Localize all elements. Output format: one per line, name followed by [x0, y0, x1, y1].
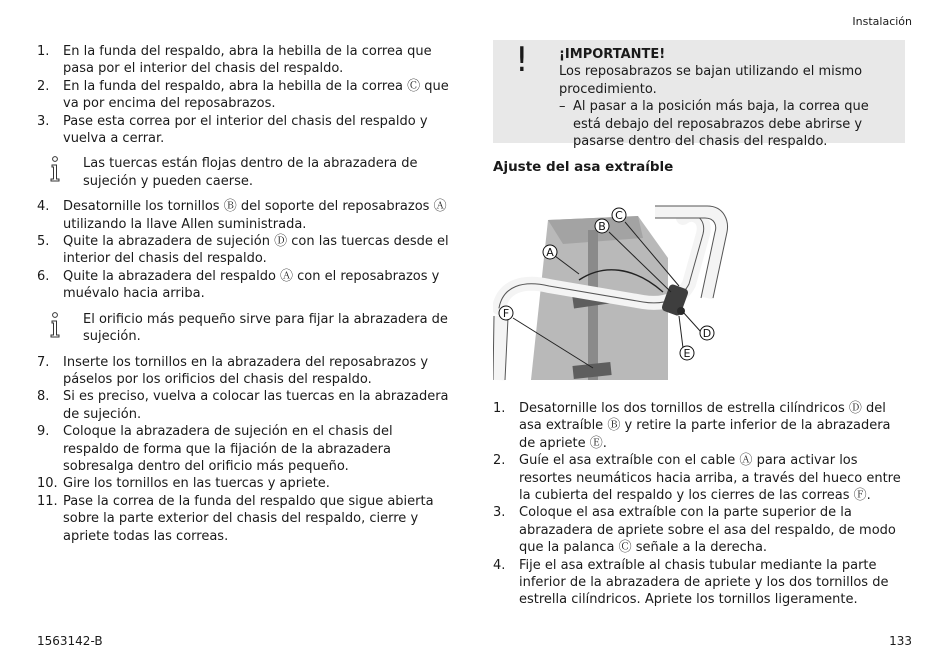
- left-column: [37, 43, 449, 545]
- step-number: 6.: [37, 268, 50, 284]
- info-icon: [48, 311, 62, 339]
- list-item: [37, 475, 449, 492]
- figure-label-a: A: [546, 246, 554, 259]
- step-number: 7.: [37, 354, 50, 370]
- step-text: Desatornille los tornillos Ⓑ del soporte del reposabrazos Ⓐ utilizando la llave Allen suministrada.: [63, 199, 447, 232]
- step-text: Quite la abrazadera de sujeción Ⓓ con las tuercas desde el interior del chasis del respaldo.: [63, 234, 449, 267]
- step-text: Fije el asa extraíble al chasis tubular mediante la parte inferior de la abrazadera de apriete y los dos tornillos de estrella cilíndricos. Apriete los tornillos ligeramente.: [519, 557, 889, 608]
- step-number: 9.: [37, 424, 50, 440]
- step-text: Quite la abrazadera del respaldo Ⓐ con el reposabrazos y muévalo hacia arriba.: [63, 268, 440, 302]
- doc-number: 1563142-B: [37, 634, 103, 648]
- step-text: Inserte los tornillos en la abrazadera del reposabrazos y páselos por los orificios del chasis del respaldo.: [63, 354, 429, 387]
- step-number: 3.: [493, 505, 506, 521]
- list-item: [37, 113, 449, 148]
- steps-list-c: [37, 354, 449, 545]
- figure-label-b: B: [598, 220, 606, 233]
- step-text: En la funda del respaldo, abra la hebilla de la correa Ⓒ que va por encima del reposabrazos.: [63, 78, 449, 112]
- info-note: [37, 155, 449, 190]
- step-text: Guíe el asa extraíble con el cable Ⓐ para activar los resortes neumáticos hacia arriba, a través del hueco entre la cubierta del respaldo y los cierres de las correas Ⓕ.: [519, 453, 901, 504]
- important-subitem: [559, 98, 895, 150]
- step-number: 4.: [493, 557, 506, 573]
- list-item: [37, 493, 449, 545]
- running-header: Instalación: [852, 15, 912, 28]
- list-item: [37, 78, 449, 113]
- list-item: [493, 504, 905, 556]
- step-number: 2.: [493, 453, 506, 469]
- figure-label-e: E: [683, 347, 691, 360]
- important-subitem-text: Al pasar a la posición más baja, la correa que está debajo del reposabrazos debe abrirse y pasarse dentro del chasis del respaldo.: [573, 99, 869, 150]
- dash-bullet: –: [559, 99, 566, 115]
- list-item: [493, 557, 905, 609]
- step-number: 5.: [37, 234, 50, 250]
- info-note: [37, 311, 449, 346]
- info-icon: [48, 155, 62, 183]
- figure-label-f: F: [502, 307, 510, 320]
- steps-list-b: [37, 198, 449, 302]
- step-number: 1.: [37, 44, 50, 59]
- handle-illustration: [493, 198, 733, 384]
- list-item: [37, 388, 449, 423]
- list-item: [493, 400, 905, 452]
- important-text: Los reposabrazos se bajan utilizando el mismo procedimiento.: [559, 64, 863, 97]
- list-item: [37, 423, 449, 475]
- section-title: Ajuste del asa extraíble: [493, 159, 674, 175]
- figure-label-d: D: [702, 327, 712, 340]
- step-number: 3.: [37, 113, 50, 129]
- step-number: 10.: [37, 476, 58, 492]
- step-number: 1.: [493, 401, 506, 416]
- step-text: Coloque la abrazadera de sujeción en el chasis del respaldo de forma que la fijación de la abrazadera sobresalga dentro del orificio más pequeño.: [63, 424, 393, 474]
- step-number: 8.: [37, 389, 50, 405]
- handle-figure: [493, 198, 733, 384]
- list-item: [37, 354, 449, 389]
- figure-label-c: C: [615, 209, 623, 222]
- step-text: En la funda del respaldo, abra la hebilla de la correa que pasa por el interior del chasis del respaldo.: [63, 44, 432, 77]
- step-text: Pase esta correa por el interior del chasis del respaldo y vuelva a cerrar.: [63, 113, 428, 147]
- steps-list-a: [37, 43, 449, 147]
- list-item: [37, 198, 449, 233]
- page-number: 133: [889, 634, 912, 648]
- step-text: Si es preciso, vuelva a colocar las tuercas en la abrazadera de sujeción.: [63, 389, 449, 422]
- note-text: El orificio más pequeño sirve para fijar la abrazadera de sujeción.: [83, 311, 448, 345]
- note-text: Las tuercas están flojas dentro de la abrazadera de sujeción y pueden caerse.: [83, 156, 418, 189]
- list-item: [37, 43, 449, 78]
- steps-list-right: [493, 400, 905, 609]
- list-item: [493, 452, 905, 504]
- step-text: Desatornille los dos tornillos de estrella cilíndricos Ⓓ del asa extraíble Ⓑ y retire la parte inferior de la abrazadera de apriete Ⓔ.: [519, 401, 891, 451]
- important-box: [493, 40, 905, 150]
- step-text: Gire los tornillos en las tuercas y apriete.: [63, 476, 330, 492]
- step-number: 4.: [37, 199, 50, 215]
- list-item: [37, 268, 449, 303]
- right-column: [493, 40, 905, 609]
- list-item: [37, 233, 449, 268]
- step-number: 2.: [37, 78, 50, 94]
- important-title: ¡IMPORTANTE!: [559, 47, 666, 62]
- step-text: Pase la correa de la funda del respaldo que sigue abierta sobre la parte exterior del chasis del respaldo, cierre y apriete todas las correas.: [63, 493, 434, 544]
- exclamation-icon: !: [515, 40, 529, 80]
- step-text: Coloque el asa extraíble con la parte superior de la abrazadera de apriete sobre el asa del respaldo, de modo que la palanca Ⓒ señale a la derecha.: [519, 505, 896, 556]
- step-number: 11.: [37, 493, 58, 509]
